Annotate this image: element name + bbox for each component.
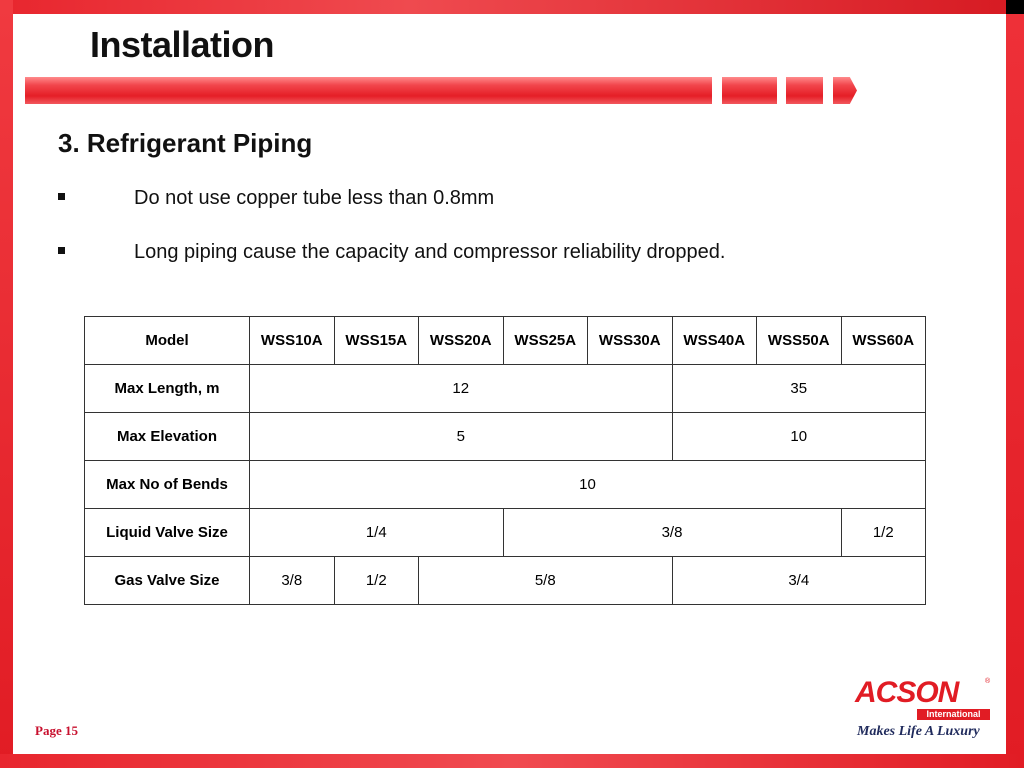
row-label: Max No of Bends xyxy=(85,461,250,509)
row-label: Max Elevation xyxy=(85,413,250,461)
table-cell: 5 xyxy=(250,413,673,461)
bullet-text: Long piping cause the capacity and compressor reliability dropped. xyxy=(134,241,726,263)
red-frame-top xyxy=(0,0,1024,14)
row-label: Liquid Valve Size xyxy=(85,509,250,557)
acson-logo xyxy=(855,676,995,746)
table-cell: 10 xyxy=(250,461,926,509)
table-cell: 5/8 xyxy=(419,557,673,605)
header-cell: WSS30A xyxy=(588,317,673,365)
logo-tagline: Makes Life A Luxury xyxy=(857,724,980,739)
table-cell: 1/4 xyxy=(250,509,504,557)
table-cell: 35 xyxy=(672,365,926,413)
bullet-text: Do not use copper tube less than 0.8mm xyxy=(134,187,495,209)
header-cell: WSS60A xyxy=(841,317,926,365)
table-row xyxy=(85,413,926,461)
slide-title: Installation xyxy=(90,24,275,65)
table-header-row xyxy=(85,317,926,365)
table-row xyxy=(85,461,926,509)
decorative-red-block-1 xyxy=(722,77,777,104)
black-corner xyxy=(1006,0,1024,14)
logo-subtitle: International xyxy=(917,709,990,720)
bullet-list xyxy=(58,187,958,295)
section-heading: 3. Refrigerant Piping xyxy=(58,128,313,158)
table-cell: 3/8 xyxy=(250,557,335,605)
row-label: Max Length, m xyxy=(85,365,250,413)
red-frame-left xyxy=(0,0,13,768)
table-cell: 3/8 xyxy=(503,509,841,557)
table-cell: 1/2 xyxy=(334,557,419,605)
square-bullet-icon xyxy=(58,193,65,200)
page-number: Page 15 xyxy=(35,723,78,738)
header-cell: WSS25A xyxy=(503,317,588,365)
header-cell: WSS10A xyxy=(250,317,335,365)
table-row xyxy=(85,509,926,557)
square-bullet-icon xyxy=(58,247,65,254)
table-cell: 12 xyxy=(250,365,673,413)
table-cell: 1/2 xyxy=(841,509,926,557)
bullet-item xyxy=(58,187,958,241)
decorative-red-block-2 xyxy=(786,77,823,104)
header-cell: WSS15A xyxy=(334,317,419,365)
table-row xyxy=(85,557,926,605)
piping-spec-table xyxy=(84,316,926,605)
table-cell: 10 xyxy=(672,413,926,461)
table-cell: 3/4 xyxy=(672,557,926,605)
bullet-item xyxy=(58,241,958,295)
header-cell-model: Model xyxy=(85,317,250,365)
red-frame-right xyxy=(1006,0,1024,768)
decorative-red-arrow xyxy=(833,77,857,104)
header-cell: WSS40A xyxy=(672,317,757,365)
header-cell: WSS50A xyxy=(757,317,842,365)
logo-wordmark: ACSON xyxy=(855,676,959,709)
registered-mark: ® xyxy=(985,678,991,685)
red-frame-bottom xyxy=(0,754,1024,768)
table-row xyxy=(85,365,926,413)
row-label: Gas Valve Size xyxy=(85,557,250,605)
decorative-red-bar xyxy=(25,77,712,104)
header-cell: WSS20A xyxy=(419,317,504,365)
